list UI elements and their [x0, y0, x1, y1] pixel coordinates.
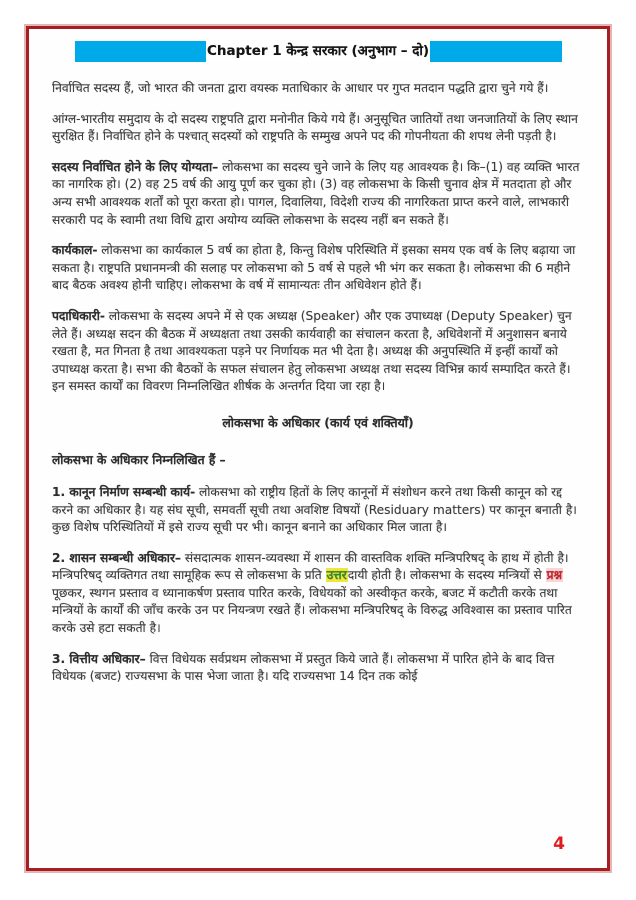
- search-highlight-question: प्रश्न: [546, 568, 563, 583]
- paragraph-anglo-indian: [52, 111, 584, 146]
- paragraph-text: लोकसभा का सदस्य चुने जाने के लिए यह आवश्यक है। कि–(1) वह व्यक्ति भारत का नागरिक हो। (2) वह 25 वर्ष की आयु पूर्ण कर चुका हो। (3) वह लोकसभा के किसी चुनाव क्षेत्र में मतदाता हो और अन्य सभी आवश्यक शर्तों को पूरा करता हो। पागल, दिवालिया, विदेशी राज्य की नागरिकता प्राप्त करने वाले, लाभकारी सरकारी पद के स्वामी तथा विधि द्वारा अयोग्य व्यक्ति लोकसभा के सदस्य नहीं बन सकते हैं।: [52, 159, 580, 227]
- section-heading: लोकसभा के अधिकार (कार्य एवं शक्तियाँ): [222, 414, 414, 430]
- paragraph-lead: सदस्य निर्वाचित होने के लिए योग्यता–: [52, 159, 219, 174]
- paragraph-text: आंग्ल-भारतीय समुदाय के दो सदस्य राष्ट्रपति द्वारा मनोनीत किये गये हैं। अनुसूचित जातियों तथा जनजातियों के लिए स्थान सुरक्षित हैं। निर्वाचित होने के पश्चात् सदस्यों को राष्ट्रपति के सम्मुख अपने पद की गोपनीयता की शपथ लेनी पड़ती है।: [52, 111, 578, 144]
- paragraph-lead: कार्यकाल-: [52, 243, 98, 258]
- paragraph-lead: 2. शासन सम्बन्धी अधिकार–: [52, 550, 182, 565]
- paragraph-text: पूछकर, स्थगन प्रस्ताव व ध्यानाकर्षण प्रस्ताव पारित करके, विधेयकों को अस्वीकृत करके, बजट में कटौती करके तथा मन्त्रियों के कार्यों की जाँच करके उन पर नियन्त्रण रखते हैं। लोकसभा मन्त्रिपरिषद् के विरुद्ध अविश्वास का प्रस्ताव पारित करके उसे हटा सकती है।: [52, 585, 572, 636]
- paragraph-tenure: [52, 242, 584, 295]
- paragraph-lead: 3. वित्तीय अधिकार–: [52, 651, 146, 666]
- paragraph-eligibility: [52, 159, 584, 229]
- header-highlight-right: [430, 41, 561, 62]
- paragraph-text: लोकसभा के सदस्य अपने में से एक अध्यक्ष (Speaker) और एक उपाध्यक्ष (Deputy Speaker) चुन लेते हैं। अध्यक्ष सदन की बैठक में अध्यक्षता तथा उसकी कार्यवाही का संचालन करता है, अधिवेशनों में अनुशासन बनाये रखता है, मत गिनता है तथा आवश्यकता पड़ने पर निर्णायक मत भी देता है। अध्यक्ष की अनुपस्थिति में इन्हीं कार्यों को उपाध्यक्ष करता है। सभा की बैठकों के सफल संचालन हेतु लोकसभा अध्यक्ष तथा सदस्य विभिन्न कार्य सम्पादित करते हैं। इन समस्त कार्यों का विवरण निम्नलिखित शीर्षक के अन्तर्गत दिया जा रहा है।: [52, 308, 572, 394]
- paragraph-officials: [52, 308, 584, 396]
- paragraph-text: निर्वाचित सदस्य हैं, जो भारत की जनता द्वारा वयस्क मताधिकार के आधार पर गुप्त मतदान पद्धति द्वारा चुने गये हैं।: [52, 81, 549, 95]
- header-highlight-left: [75, 41, 206, 62]
- paragraph-governance: [52, 550, 584, 638]
- paragraph-lead: पदाधिकारी-: [52, 308, 105, 323]
- section-intro: लोकसभा के अधिकार निम्नलिखित हैं –: [52, 452, 226, 467]
- page-number: 4: [553, 834, 565, 854]
- paragraph-text: दायी होती है। लोकसभा के सदस्य मन्त्रियों से: [347, 568, 546, 583]
- page-content: [29, 29, 607, 868]
- document-page: [26, 26, 610, 871]
- paragraph-text: लोकसभा का कार्यकाल 5 वर्ष का होता है, किन्तु विशेष परिस्थिति में इसका समय एक वर्ष के लिए बढ़ाया जा सकता है। राष्ट्रपति प्रधानमन्त्री की सलाह पर लोकसभा को 5 वर्ष से पहले भी भंग कर सकता है। लोकसभा की 6 महीने बाद बैठक अवश्य होनी चाहिए। लोकसभा के वर्ष में सामान्यतः तीन अधिवेशन होते हैं।: [52, 243, 576, 293]
- paragraph-text: वित्त विधेयक सर्वप्रथम लोकसभा में प्रस्तुत किये जाते हैं। लोकसभा में पारित होने के बाद वित्त विधेयक (बजट) राज्यसभा के पास भेजा जाता है। यदि राज्यसभा 14 दिन तक कोई: [52, 651, 555, 684]
- search-highlight-answer: उत्तर: [326, 568, 347, 583]
- paragraph-elected-members: [52, 80, 584, 98]
- paragraph-financial: [52, 651, 584, 686]
- paragraph-text: संसदात्मक शासन-व्यवस्था में शासन की वास्तविक शक्ति मन्त्रिपरिषद् के हाथ में होती है। मन्त्रिपरिषद् व्यक्तिगत तथा सामूहिक रूप से लोकसभा के प्रति: [52, 550, 569, 583]
- paragraph-lead: 1. कानून निर्माण सम्बन्धी कार्य-: [52, 484, 196, 499]
- chapter-title: Chapter 1 केन्द्र सरकार (अनुभाग – दो): [206, 41, 430, 62]
- chapter-header-bar: [75, 41, 562, 62]
- paragraph-text: लोकसभा को राष्ट्रीय हितों के लिए कानूनों में संशोधन करने तथा किसी कानून को रद्द करने का अधिकार है। यह संघ सूची, समवर्ती सूची तथा अवशिष्ट विषयों (Residuary matters) पर कानून बनाती है। कुछ विशेष परिस्थितियों में इसे राज्य सूची पर भी। कानून बनाने का अधिकार मिल जाता है।: [52, 484, 577, 535]
- paragraph-law-making: [52, 484, 584, 537]
